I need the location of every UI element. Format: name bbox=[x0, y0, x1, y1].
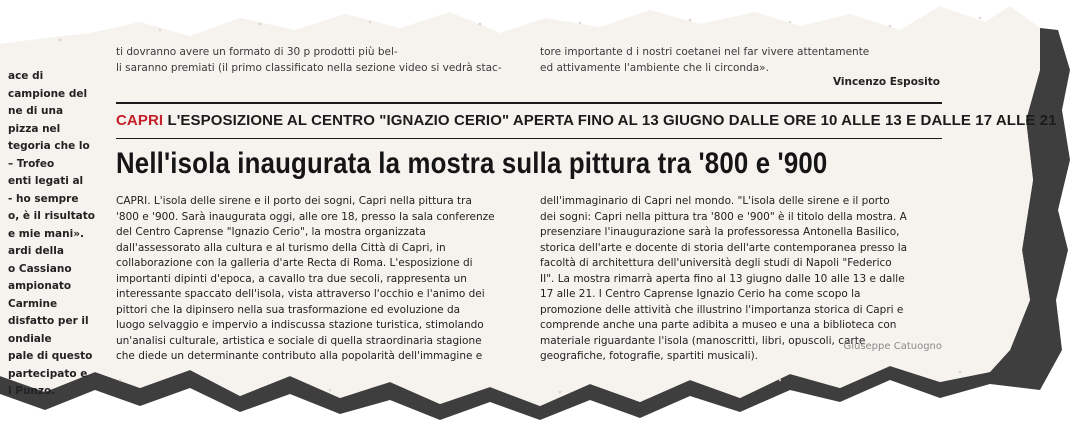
fragment-line: enti legati al bbox=[8, 175, 84, 187]
body-line: un'analisi culturale, artistica e sociale di quella straordinaria stagione bbox=[116, 334, 482, 347]
article-headline: Nell'isola inaugurata la mostra sulla pittura tra '800 e '900 bbox=[116, 147, 828, 180]
body-line: dell'immaginario di Capri nel mondo. "L'isola delle sirene e il porto bbox=[540, 195, 890, 207]
previous-article-fragment-right bbox=[540, 44, 940, 76]
body-line: geografiche, fotografie, spartiti musicali). bbox=[540, 350, 759, 362]
body-line: dall'assessorato alla cultura e al turismo della Città di Capri, in bbox=[116, 241, 446, 254]
fragment-line: pizza nel bbox=[8, 122, 61, 135]
fragment-line: ondiale bbox=[8, 332, 52, 345]
fragment-line: ti dovranno avere un formato di 30 p prodotti più bel- bbox=[116, 46, 398, 58]
fragment-line: – Trofeo bbox=[8, 157, 55, 170]
body-line: materiale riguardante l'isola (manoscritti, libri, opuscoli, carte bbox=[540, 334, 866, 347]
body-line: che diede un determinante contributo alla popolarità dell'immagine e bbox=[116, 350, 483, 362]
body-line: '800 e '900. Sarà inaugurata oggi, alle ore 18, presso la sala conferenze bbox=[116, 210, 495, 223]
fragment-line: l Punzo. bbox=[8, 385, 56, 397]
body-line: promozione delle attività che illustrino l'importanza storica di Capri e bbox=[540, 303, 904, 316]
previous-article-fragment-left bbox=[116, 44, 526, 76]
fragment-line: e mie mani». bbox=[8, 227, 84, 240]
fragment-line: - ho sempre bbox=[8, 192, 79, 205]
previous-article-signature: Vincenzo Esposito bbox=[832, 76, 940, 88]
fragment-line: disfatto per il bbox=[8, 315, 89, 327]
fragment-line: Carmine bbox=[8, 297, 58, 310]
kicker-bottom-rule bbox=[116, 138, 942, 139]
body-line: luogo selvaggio e impervio a indiscussa stazione turistica, stimolando bbox=[116, 319, 484, 331]
body-line: interessante spaccato dell'isola, vista attraverso l'occhio e l'animo dei bbox=[116, 288, 485, 300]
fragment-line: tegoria che lo bbox=[8, 140, 90, 152]
article-column-1 bbox=[116, 194, 516, 365]
fragment-line: pale di questo bbox=[8, 350, 93, 362]
body-line: importanti dipinti d'epoca, a cavallo tra due secoli, rappresenta un bbox=[116, 272, 467, 285]
article-column-2 bbox=[540, 194, 940, 365]
fragment-line: ardi della bbox=[8, 245, 64, 257]
body-line: 17 alle 21. I Centro Caprense Ignazio Cerio ha come scopo la bbox=[540, 288, 861, 300]
fragment-line: ampionato bbox=[8, 280, 72, 292]
kicker-place: CAPRI bbox=[116, 112, 164, 129]
article-kicker bbox=[116, 112, 1057, 129]
fragment-line: ed attivamente l'ambiente che li circonda». bbox=[540, 62, 769, 74]
body-line: collaborazione con la galleria d'arte Recta di Roma. L'esposizione di bbox=[116, 257, 473, 269]
fragment-line: campione del bbox=[8, 87, 88, 100]
body-line: storica dell'arte e docente di storia dell'arte contemporanea presso la bbox=[540, 241, 908, 254]
body-line: facoltà di architettura dell'università degli studi di Napoli "Federico bbox=[540, 257, 892, 269]
fragment-line: li saranno premiati (il primo classificato nella sezione video si vedrà stac- bbox=[116, 62, 502, 74]
body-line: del Centro Caprense "Ignazio Cerio", la mostra organizzata bbox=[116, 226, 426, 238]
fragment-line: ne di una bbox=[8, 105, 64, 117]
fragment-line: o Cassiano bbox=[8, 262, 72, 275]
left-article-fragment bbox=[8, 68, 100, 401]
fragment-line: ace di bbox=[8, 70, 44, 82]
body-line: comprende anche una parte adibita a museo e una a biblioteca con bbox=[540, 319, 897, 331]
body-line: pittori che la dipinsero nella sua trasformazione ed evoluzione da bbox=[116, 303, 461, 316]
kicker-text: L'ESPOSIZIONE AL CENTRO "IGNAZIO CERIO" APERTA FINO AL 13 GIUGNO DALLE ORE 10 ALLE 13 E DALLE 17 ALLE 21 bbox=[167, 112, 1057, 129]
fragment-line: tore importante d i nostri coetanei nel far vivere attentamente bbox=[540, 46, 870, 58]
article-author: Giuseppe Catuogno bbox=[843, 341, 942, 352]
fragment-line: partecipato e bbox=[8, 367, 88, 380]
body-line: presenziare l'inaugurazione sarà la professoressa Antonella Basilico, bbox=[540, 226, 900, 238]
body-line: CAPRI. L'isola delle sirene e il porto dei sogni, Capri nella pittura tra bbox=[116, 195, 472, 207]
fragment-line: o, è il risultato bbox=[8, 210, 95, 222]
body-line: II". La mostra rimarrà aperta fino al 13 giugno dalle 10 alle 13 e dalle bbox=[540, 272, 905, 285]
kicker-top-rule bbox=[116, 102, 942, 104]
body-line: dei sogni: Capri nella pittura tra '800 e '900" è il titolo della mostra. A bbox=[540, 210, 907, 223]
